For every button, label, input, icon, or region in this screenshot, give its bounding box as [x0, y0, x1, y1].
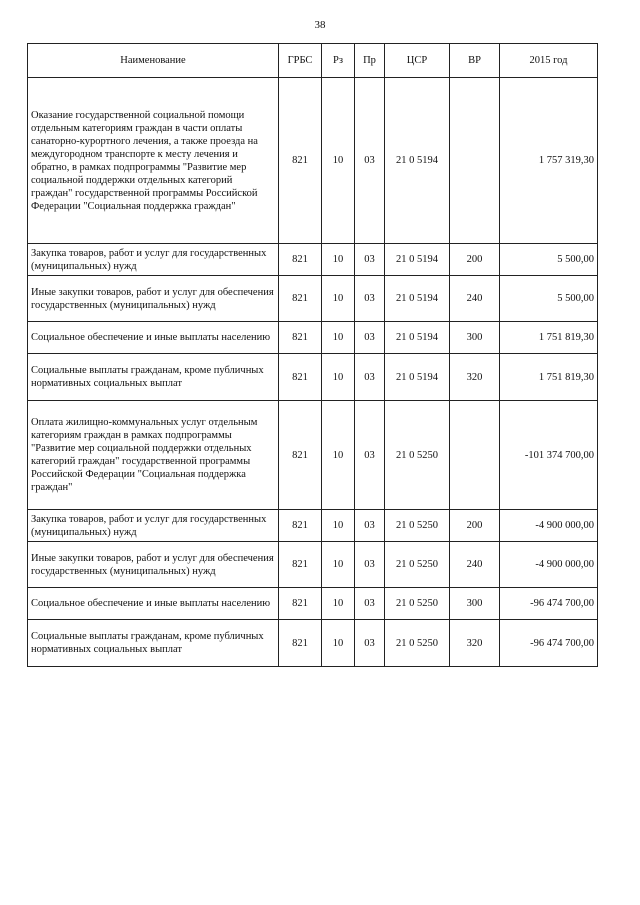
- col-header-csr: ЦСР: [385, 44, 450, 78]
- table-row: [28, 276, 598, 322]
- col-header-pr: Пр: [355, 44, 385, 78]
- table-row: [28, 354, 598, 401]
- row-grbs: 821: [279, 620, 322, 667]
- row-rz: 10: [322, 354, 355, 401]
- row-csr: 21 0 5250: [385, 401, 450, 510]
- row-grbs: 821: [279, 510, 322, 542]
- row-rz: 10: [322, 244, 355, 276]
- row-amount: -4 900 000,00: [500, 542, 598, 588]
- row-pr: 03: [355, 510, 385, 542]
- table-row: [28, 322, 598, 354]
- row-vr: 320: [450, 620, 500, 667]
- row-name: Закупка товаров, работ и услуг для государственных (муниципальных) нужд: [28, 244, 279, 276]
- row-csr: 21 0 5250: [385, 620, 450, 667]
- row-vr: [450, 401, 500, 510]
- row-grbs: 821: [279, 78, 322, 244]
- row-grbs: 821: [279, 354, 322, 401]
- row-pr: 03: [355, 542, 385, 588]
- row-name: Иные закупки товаров, работ и услуг для обеспечения государственных (муниципальных) нужд: [28, 542, 279, 588]
- table-row: [28, 588, 598, 620]
- row-vr: 200: [450, 244, 500, 276]
- row-amount: 1 757 319,30: [500, 78, 598, 244]
- row-vr: 300: [450, 588, 500, 620]
- table-row: [28, 78, 598, 244]
- col-header-rz: Рз: [322, 44, 355, 78]
- row-grbs: 821: [279, 401, 322, 510]
- row-grbs: 821: [279, 276, 322, 322]
- row-csr: 21 0 5194: [385, 78, 450, 244]
- row-rz: 10: [322, 588, 355, 620]
- row-vr: 240: [450, 276, 500, 322]
- row-amount: -101 374 700,00: [500, 401, 598, 510]
- row-csr: 21 0 5194: [385, 244, 450, 276]
- row-name: Иные закупки товаров, работ и услуг для обеспечения государственных (муниципальных) нужд: [28, 276, 279, 322]
- row-grbs: 821: [279, 322, 322, 354]
- row-rz: 10: [322, 542, 355, 588]
- row-name: Социальные выплаты гражданам, кроме публичных нормативных социальных выплат: [28, 354, 279, 401]
- row-csr: 21 0 5194: [385, 354, 450, 401]
- row-grbs: 821: [279, 588, 322, 620]
- row-amount: 1 751 819,30: [500, 354, 598, 401]
- row-csr: 21 0 5250: [385, 542, 450, 588]
- row-pr: 03: [355, 276, 385, 322]
- table-row: [28, 401, 598, 510]
- row-grbs: 821: [279, 244, 322, 276]
- table-row: [28, 542, 598, 588]
- row-rz: 10: [322, 322, 355, 354]
- table-row: [28, 510, 598, 542]
- col-header-grbs: ГРБС: [279, 44, 322, 78]
- row-vr: 320: [450, 354, 500, 401]
- row-pr: 03: [355, 78, 385, 244]
- page-number: 38: [314, 19, 326, 31]
- row-rz: 10: [322, 78, 355, 244]
- row-name: Социальные выплаты гражданам, кроме публичных нормативных социальных выплат: [28, 620, 279, 667]
- row-amount: 5 500,00: [500, 276, 598, 322]
- row-amount: 1 751 819,30: [500, 322, 598, 354]
- row-csr: 21 0 5194: [385, 322, 450, 354]
- row-name: Оплата жилищно-коммунальных услуг отдельным категориям граждан в рамках подпрограммы "Развитие мер социальной поддержки отдельных категорий граждан" государственной программы Российской Федерации "Социальная поддержка граждан": [28, 401, 279, 510]
- budget-table: [27, 43, 598, 667]
- row-name: Социальное обеспечение и иные выплаты населению: [28, 322, 279, 354]
- row-name: Закупка товаров, работ и услуг для государственных (муниципальных) нужд: [28, 510, 279, 542]
- row-vr: 300: [450, 322, 500, 354]
- table-row: [28, 620, 598, 667]
- row-pr: 03: [355, 620, 385, 667]
- row-vr: [450, 78, 500, 244]
- row-rz: 10: [322, 401, 355, 510]
- row-pr: 03: [355, 244, 385, 276]
- row-name: Оказание государственной социальной помощи отдельным категориям граждан в части оплаты санаторно-курортного лечения, а также проезда на междугородном транспорте к месту лечения и обратно, в рамках подпрограммы "Развитие мер социальной поддержки отдельных категорий граждан" государственной программы Российской Федерации "Социальная поддержка граждан": [28, 78, 279, 244]
- row-name: Социальное обеспечение и иные выплаты населению: [28, 588, 279, 620]
- row-pr: 03: [355, 322, 385, 354]
- row-amount: -4 900 000,00: [500, 510, 598, 542]
- row-amount: -96 474 700,00: [500, 588, 598, 620]
- col-header-name: Наименование: [28, 44, 279, 78]
- row-grbs: 821: [279, 542, 322, 588]
- row-rz: 10: [322, 276, 355, 322]
- col-header-2015: 2015 год: [500, 44, 598, 78]
- row-vr: 240: [450, 542, 500, 588]
- row-rz: 10: [322, 510, 355, 542]
- row-pr: 03: [355, 401, 385, 510]
- table-header-row: [28, 44, 598, 78]
- row-amount: -96 474 700,00: [500, 620, 598, 667]
- row-csr: 21 0 5250: [385, 510, 450, 542]
- row-pr: 03: [355, 588, 385, 620]
- row-csr: 21 0 5194: [385, 276, 450, 322]
- table-row: [28, 244, 598, 276]
- row-csr: 21 0 5250: [385, 588, 450, 620]
- row-amount: 5 500,00: [500, 244, 598, 276]
- col-header-vr: ВР: [450, 44, 500, 78]
- row-pr: 03: [355, 354, 385, 401]
- row-rz: 10: [322, 620, 355, 667]
- row-vr: 200: [450, 510, 500, 542]
